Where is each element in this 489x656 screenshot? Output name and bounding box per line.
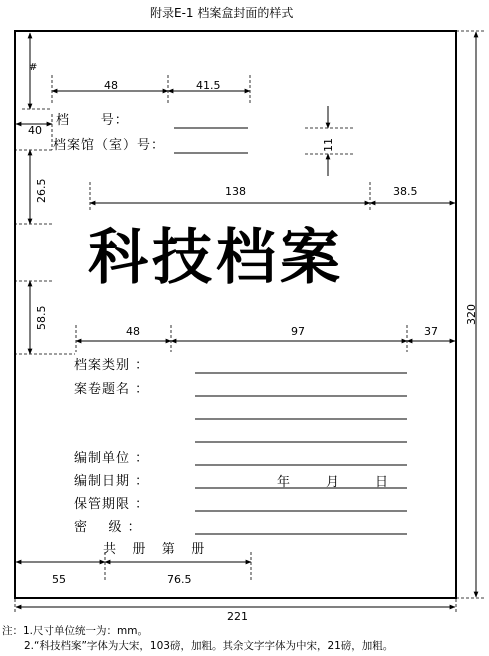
dim-label-40: 40 [28, 124, 42, 137]
dim-label-11: 11 [322, 138, 335, 152]
archive-category-label: 档案类别 ： [74, 358, 150, 373]
dim-label-97: 97 [291, 325, 305, 338]
note-2: 2.“科技档案”字体为大宋，103磅，加粗。其余文字字体为中宋，21磅，加粗。 [24, 640, 394, 652]
cover-main-title: 科技档案 [88, 223, 344, 293]
date-day: 日 [375, 475, 390, 490]
note-1: 注：1.尺寸单位统一为：mm。 [2, 625, 148, 637]
dim-label-38-5: 38.5 [393, 185, 418, 198]
dim-label-48-top: 48 [104, 79, 118, 92]
compiling-date-label: 编制日期 ： [74, 474, 150, 489]
dim-label-320: 320 [465, 304, 478, 325]
date-month: 月 [326, 475, 341, 490]
dim-label-37: 37 [424, 325, 438, 338]
dim-label-138: 138 [225, 185, 246, 198]
dim-label-41-5: 41.5 [196, 79, 221, 92]
compiling-unit-label: 编制单位 ： [74, 451, 150, 466]
archive-house-number-label: 档案馆（室）号： [53, 138, 166, 153]
dim-label-26-5: 26.5 [35, 178, 48, 203]
retention-period-label: 保管期限 ： [74, 497, 150, 512]
dim-label-48-mid: 48 [126, 325, 140, 338]
dim-label-55: 55 [52, 573, 66, 586]
dim-label-top: # [29, 62, 38, 73]
archive-number-label: 档 号： [56, 113, 129, 128]
dim-label-58-5: 58.5 [35, 305, 48, 330]
volume-count-line: 共 册 第 册 [103, 542, 206, 557]
dim-label-76-5: 76.5 [167, 573, 192, 586]
dim-label-221: 221 [227, 610, 248, 623]
page-title: 附录E-1 档案盒封面的样式 [150, 6, 294, 20]
security-level-label: 密 级 ： [74, 520, 142, 535]
date-year: 年 [277, 475, 292, 490]
volume-title-label: 案卷题名 ： [74, 382, 150, 397]
